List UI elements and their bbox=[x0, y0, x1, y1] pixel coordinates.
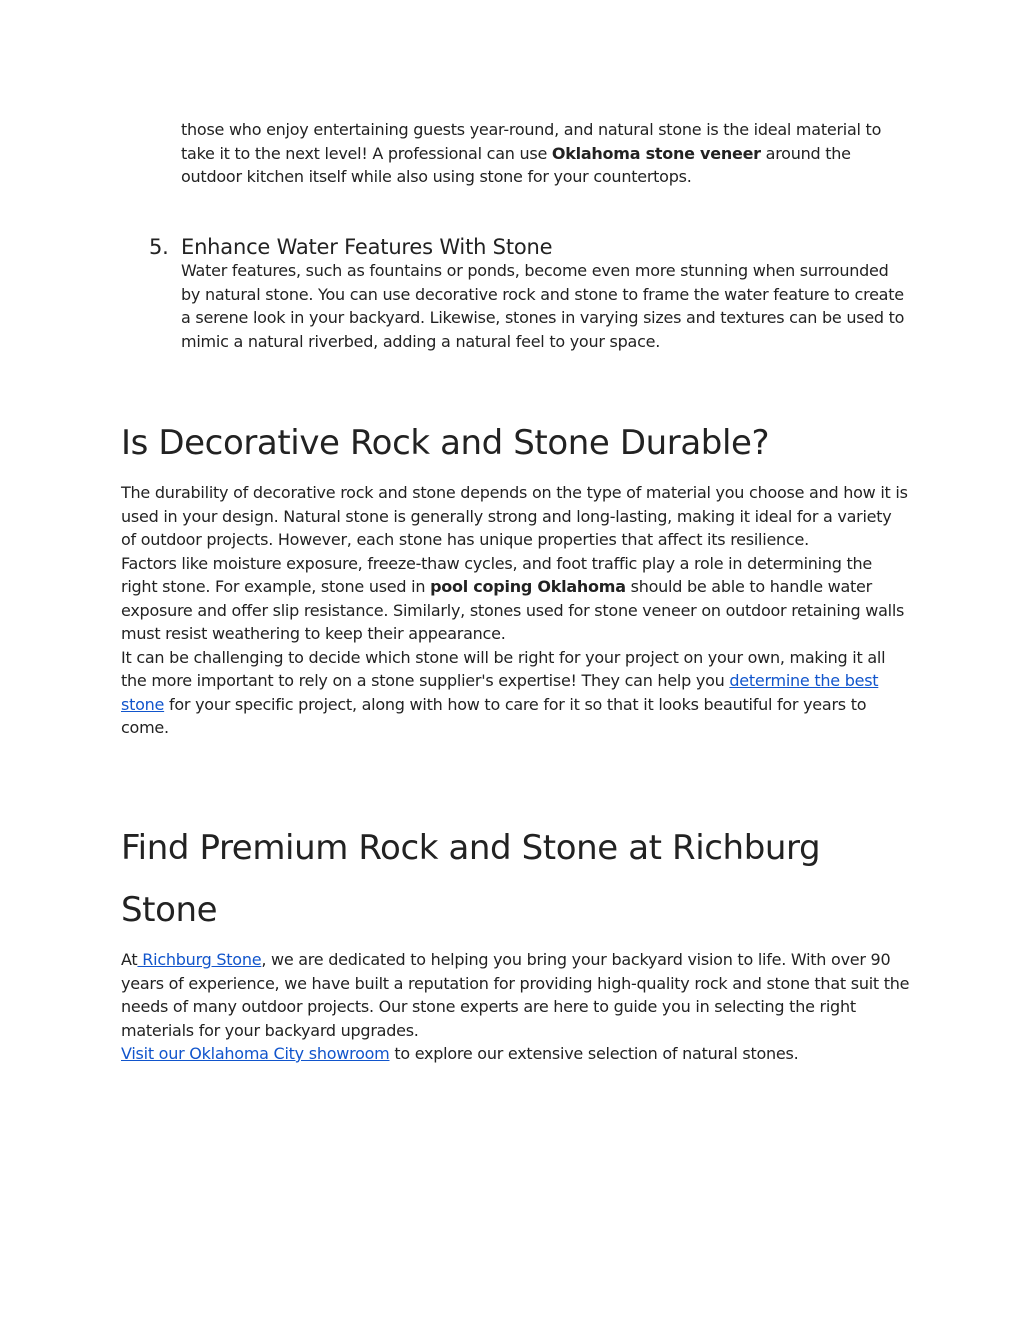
durable-p3-after: for your specific project, along with how to care for it so that it looks beautiful for years to come. bbox=[121, 694, 867, 737]
durable-paragraph-1: The durability of decorative rock and stone depends on the type of material you choose and how it is used in your design. Natural stone is generally strong and long-lasting, making it ideal for a variety of outdoor projects. However, each stone has unique properties that affect its resilience. bbox=[121, 483, 908, 549]
top-paragraph-bold: Oklahoma stone veneer bbox=[551, 143, 761, 163]
section-heading-durable: Is Decorative Rock and Stone Durable? bbox=[121, 423, 770, 463]
find-p1-before: At bbox=[121, 950, 138, 969]
durable-paragraph-3 bbox=[121, 646, 911, 740]
find-p1-after: , we are dedicated to helping you bring your backyard vision to life. With over 90 years of experience, we have built a reputation for providing high-quality rock and stone that suit the needs of many outdoor projects. Our stone experts are here to guide you in selecting the right materials for your backyard upgrades. bbox=[121, 950, 910, 1040]
section-find-body bbox=[121, 948, 911, 1066]
find-p2-after: to explore our extensive selection of natural stones. bbox=[389, 1044, 799, 1063]
durable-p2-after: should be able to handle water exposure and offer slip resistance. Similarly, stones used for stone veneer on outdoor retaining walls must resist weathering to keep their appearance. bbox=[121, 577, 905, 643]
determine-best-stone-link[interactable]: determine the best stone bbox=[121, 671, 879, 714]
list-item-number: 5. bbox=[149, 235, 169, 259]
durable-paragraph-2 bbox=[121, 552, 911, 646]
section-durable-body bbox=[121, 481, 911, 740]
durable-p2-before: Factors like moisture exposure, freeze-thaw cycles, and foot traffic play a role in determining the right stone. For example, stone used in bbox=[121, 553, 872, 596]
list-item-heading: Enhance Water Features With Stone bbox=[181, 235, 553, 259]
top-paragraph-text-after: around the outdoor kitchen itself while also using stone for your countertops. bbox=[181, 143, 851, 186]
visit-showroom-link[interactable]: Visit our Oklahoma City showroom bbox=[121, 1044, 390, 1063]
find-paragraph-2 bbox=[121, 1042, 911, 1066]
top-paragraph bbox=[181, 118, 909, 189]
list-item-body: Water features, such as fountains or ponds, become even more stunning when surrounded by natural stone. You can use decorative rock and stone to frame the water feature to create a serene look in your backyard. Likewise, stones in varying sizes and textures can be used to mimic a natural riverbed, adding a natural feel to your space. bbox=[181, 261, 905, 351]
durable-p3-before: It can be challenging to decide which stone will be right for your project on your own, making it all the more important to rely on a stone supplier's expertise! They can help you bbox=[121, 647, 886, 690]
top-paragraph-text-before: those who enjoy entertaining guests year-round, and natural stone is the ideal material to take it to the next level! A professional can use bbox=[181, 120, 882, 163]
section-heading-find: Find Premium Rock and Stone at Richburg Stone bbox=[121, 828, 821, 930]
richburg-stone-link[interactable]: Richburg Stone bbox=[137, 950, 262, 969]
durable-p2-bold: pool coping Oklahoma bbox=[430, 577, 626, 596]
find-paragraph-1 bbox=[121, 948, 911, 1042]
